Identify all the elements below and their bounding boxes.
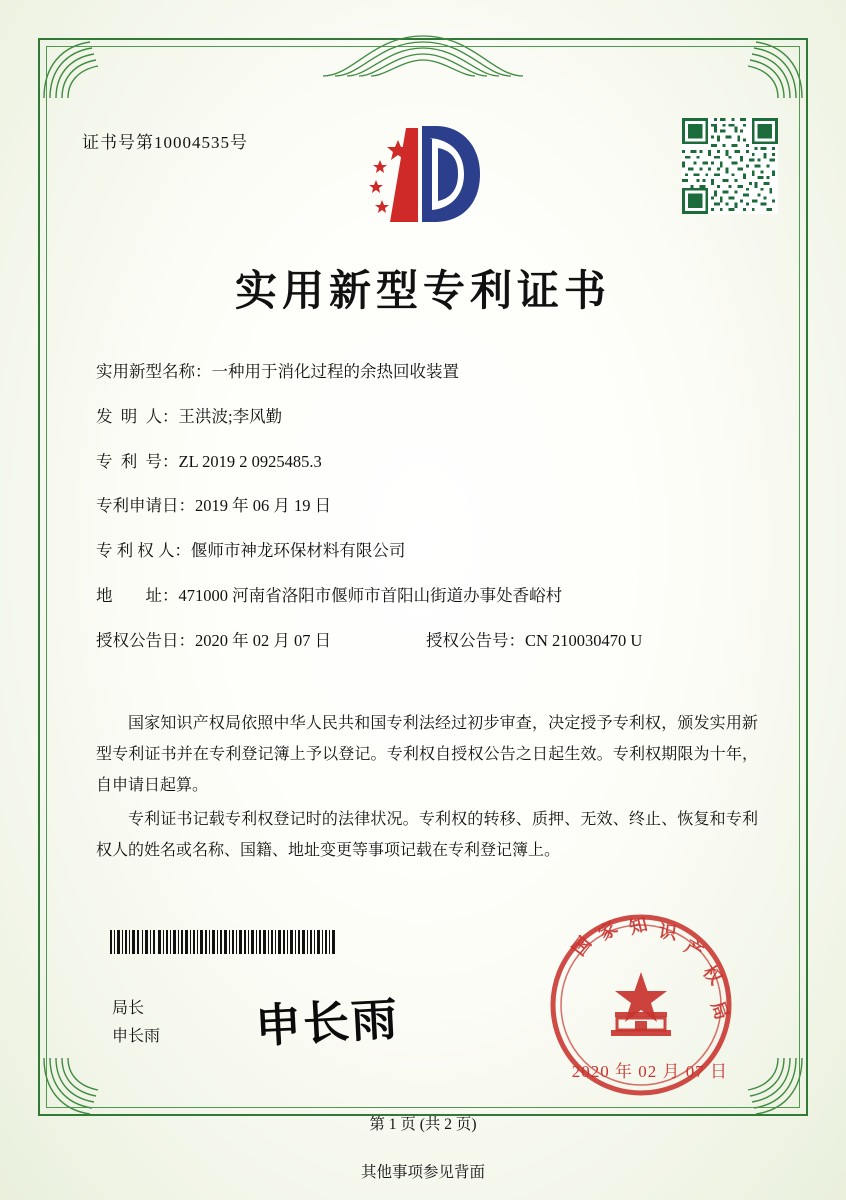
field-label: 专利申请日： bbox=[96, 496, 195, 516]
ipr-emblem-icon bbox=[360, 118, 488, 230]
qr-code-icon bbox=[682, 118, 778, 214]
field-value: ZL 2019 2 0925485.3 bbox=[178, 451, 322, 471]
svg-text:知: 知 bbox=[627, 914, 650, 939]
field-label: 实用新型名称： bbox=[96, 362, 212, 381]
top-ornament-icon bbox=[313, 30, 533, 78]
field-row-patent-number bbox=[96, 452, 756, 472]
director-label: 局长 bbox=[112, 1000, 145, 1017]
field-value: 偃师市神龙环保材料有限公司 bbox=[190, 541, 406, 561]
barcode-icon bbox=[110, 930, 338, 954]
seal-date: 2020 年 02 月 07 日 bbox=[571, 1062, 728, 1081]
svg-text:家: 家 bbox=[594, 917, 622, 946]
field-label: 发 明 人： bbox=[96, 406, 179, 426]
svg-text:权: 权 bbox=[698, 961, 726, 990]
grant-date-group bbox=[96, 631, 426, 651]
paragraph-2: 专利证书记载专利权登记时的法律状况。专利权的转移、质押、无效、终止、恢复和专利权人的姓名或名称、国籍、地址变更等事项记载在专利登记簿上。 bbox=[96, 810, 758, 859]
footer-note: 其他事项参见背面 bbox=[360, 1164, 485, 1181]
field-row-address bbox=[96, 586, 756, 606]
svg-text:局: 局 bbox=[706, 998, 733, 1023]
svg-text:国: 国 bbox=[568, 932, 597, 961]
field-label: 专 利 权 人： bbox=[96, 541, 191, 561]
field-value: 2020 年 02 月 07 日 bbox=[195, 630, 332, 650]
handwritten-signature: 申长雨 bbox=[253, 991, 401, 1054]
field-value: 471000 河南省洛阳市偃师市首阳山街道办事处香峪村 bbox=[178, 585, 563, 605]
field-list bbox=[96, 362, 756, 676]
field-label: 授权公告号： bbox=[426, 630, 525, 650]
director-block bbox=[112, 995, 160, 1051]
legal-text bbox=[96, 708, 758, 868]
field-label: 地 址： bbox=[96, 585, 179, 605]
field-row-grant-info bbox=[96, 631, 756, 651]
field-value: 一种用于消化过程的余热回收装置 bbox=[211, 362, 459, 381]
field-row-name bbox=[96, 362, 756, 382]
field-row-patentee bbox=[96, 541, 756, 561]
field-value: 2019 年 06 月 19 日 bbox=[195, 496, 332, 516]
field-value: 王洪波;李风勤 bbox=[178, 406, 283, 426]
svg-text:产: 产 bbox=[680, 936, 707, 964]
page-number: 第 1 页 (共 2 页) bbox=[369, 1116, 477, 1133]
director-name: 申长雨 bbox=[112, 1028, 161, 1045]
field-label: 授权公告日： bbox=[96, 630, 195, 650]
page-title: 实用新型专利证书 bbox=[234, 266, 611, 315]
field-value: CN 210030470 U bbox=[525, 630, 643, 650]
paragraph-1: 国家知识产权局依照中华人民共和国专利法经过初步审查，决定授予专利权，颁发实用新型专利证书并在专利登记簿上予以登记。专利权自授权公告之日起生效。专利权期限为十年，自申请日起算。 bbox=[96, 715, 758, 795]
field-row-inventor bbox=[96, 407, 756, 427]
field-label: 专 利 号： bbox=[96, 451, 179, 471]
grant-publication-number-group bbox=[426, 631, 756, 651]
certificate-number: 证书号第10004535号 bbox=[82, 133, 248, 152]
field-row-application-date bbox=[96, 496, 756, 516]
svg-text:识: 识 bbox=[657, 921, 679, 945]
